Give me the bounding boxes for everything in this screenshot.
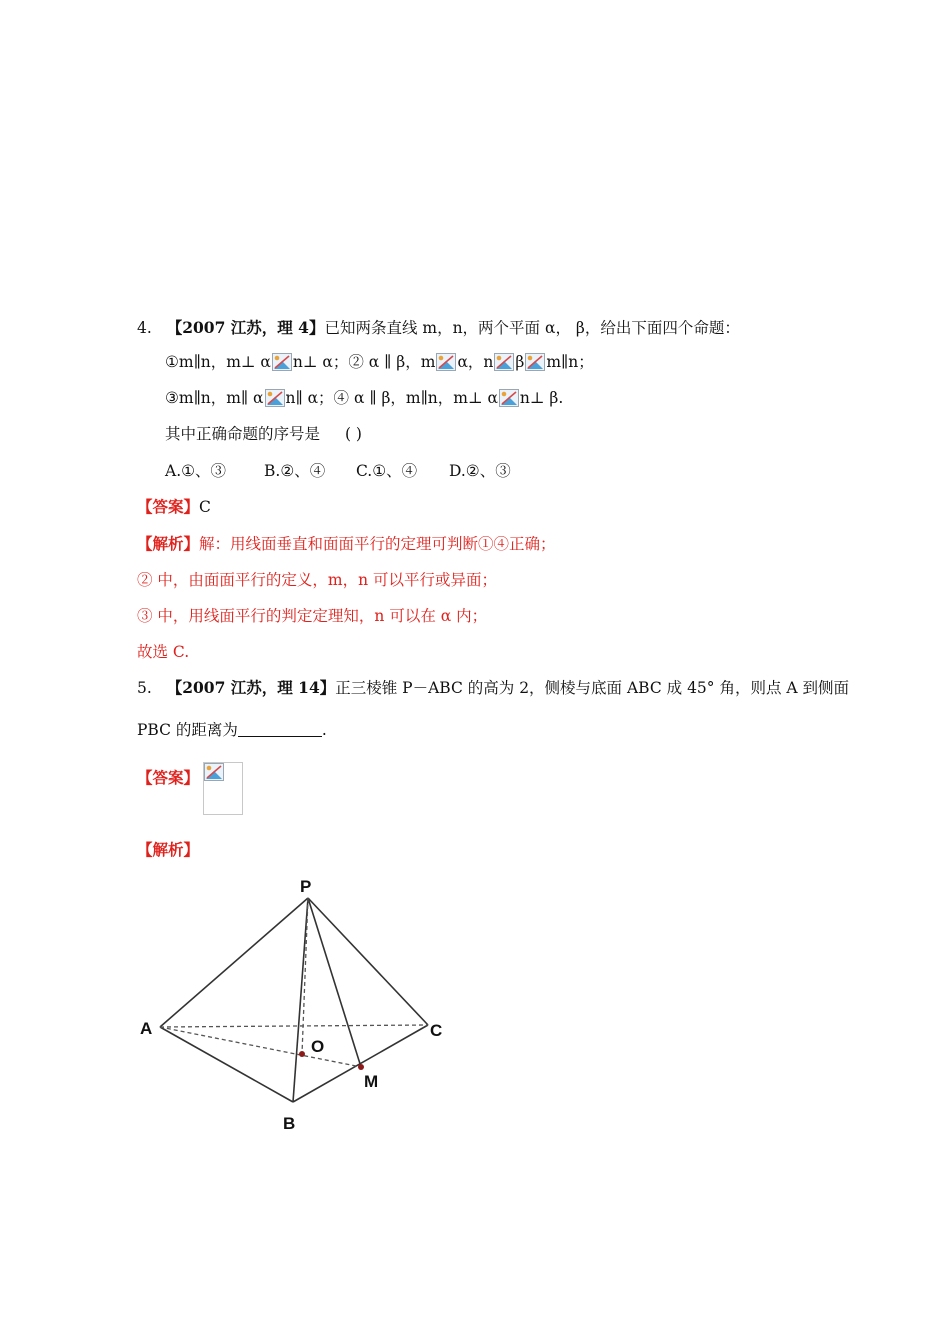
label-C: C bbox=[430, 1021, 443, 1040]
q4-analysis-line-2: ② 中，由面面平行的定义，m，n 可以平行或异面； bbox=[137, 571, 498, 589]
q5-source: 【2007 江苏，理 14】 bbox=[166, 678, 336, 697]
q5-analysis-label: 【解析】 bbox=[137, 840, 200, 859]
q5-stem-1: 正三棱锥 P－ABC 的高为 2，侧棱与底面 ABC 成 45° 角，则点 A 到侧面 bbox=[335, 679, 850, 697]
broken-image-icon bbox=[494, 353, 514, 371]
q4-source: 【2007 江苏，理 4】 bbox=[166, 318, 325, 337]
q4-answer-line bbox=[137, 497, 211, 517]
broken-image-icon bbox=[436, 353, 456, 371]
q5-stem-2: PBC 的距离为 bbox=[137, 721, 238, 739]
edge-AB bbox=[160, 1027, 293, 1102]
q4-option-b: B.②、④ bbox=[264, 462, 326, 480]
q4-option-c: C.①、④ bbox=[356, 462, 418, 480]
q5-stem-2-end: . bbox=[321, 721, 327, 739]
broken-image-icon bbox=[265, 389, 285, 407]
q4-propositions-3-4 bbox=[165, 388, 563, 408]
q5-stem-line-2 bbox=[137, 720, 327, 740]
q5-answer-blank bbox=[238, 722, 322, 737]
broken-image-icon bbox=[525, 353, 545, 371]
q4-answer-paren: ( ) bbox=[344, 425, 362, 443]
q4-prompt-line bbox=[165, 424, 362, 444]
label-A: A bbox=[140, 1019, 153, 1038]
q4-propositions-1-2 bbox=[165, 352, 594, 372]
edge-PA bbox=[160, 898, 308, 1027]
edge-PC bbox=[308, 898, 428, 1025]
point-M-dot bbox=[358, 1064, 364, 1070]
pyramid-figure bbox=[130, 870, 460, 1140]
q4-prop3-part1: ③m∥n，m∥ α bbox=[165, 389, 264, 407]
q5-answer-line bbox=[137, 768, 199, 788]
broken-image-icon bbox=[272, 353, 292, 371]
q4-answer-value: C bbox=[199, 498, 211, 516]
label-O: O bbox=[311, 1037, 325, 1056]
q4-analysis-text-1: 解：用线面垂直和面面平行的定理可判断①④正确； bbox=[199, 535, 556, 553]
q4-analysis-line-3: ③ 中，用线面平行的判定定理知，n 可以在 α 内； bbox=[137, 607, 488, 625]
q4-prop2-part2: β bbox=[515, 353, 525, 371]
label-P: P bbox=[300, 877, 312, 896]
q5-number: 5. bbox=[137, 679, 152, 697]
q4-option-a: A.①、③ bbox=[165, 462, 227, 480]
q5-heading bbox=[137, 678, 849, 698]
q4-analysis-label: 【解析】 bbox=[137, 534, 200, 553]
q4-prop3-part2: n∥ α；④ α ∥ β，m∥n，m⊥ α bbox=[285, 389, 498, 407]
label-M: M bbox=[364, 1072, 379, 1091]
q4-prop1-part1: ①m∥n，m⊥ α bbox=[165, 353, 271, 371]
q4-stem: 已知两条直线 m，n，两个平面 α， β，给出下面四个命题： bbox=[324, 319, 740, 337]
broken-image-icon bbox=[204, 763, 224, 781]
q5-analysis-line bbox=[137, 840, 199, 860]
q4-heading bbox=[137, 318, 740, 338]
q5-answer-label: 【答案】 bbox=[137, 768, 200, 787]
segment-AM-hidden bbox=[160, 1027, 361, 1067]
q4-answer-label: 【答案】 bbox=[137, 497, 200, 516]
q4-prop2-part3: m∥n； bbox=[546, 353, 594, 371]
q4-analysis-line-4: 故选 C. bbox=[137, 643, 190, 661]
q4-analysis-line-1 bbox=[137, 534, 556, 554]
q5-answer-image-frame bbox=[203, 762, 243, 815]
label-B: B bbox=[283, 1114, 296, 1133]
q4-option-d: D.②、③ bbox=[449, 462, 511, 480]
point-O-dot bbox=[299, 1051, 305, 1057]
broken-image-icon bbox=[499, 389, 519, 407]
q4-prop1-part2: n⊥ α；② α ∥ β，m bbox=[292, 353, 436, 371]
q4-prop4-part2: n⊥ β. bbox=[519, 389, 564, 407]
edge-PB bbox=[293, 898, 308, 1102]
q4-prop2-part1: α，n bbox=[457, 353, 494, 371]
q4-prompt: 其中正确命题的序号是 bbox=[165, 425, 321, 443]
edge-AC-hidden bbox=[160, 1025, 428, 1027]
q4-number: 4. bbox=[137, 319, 152, 337]
q4-options bbox=[165, 461, 511, 481]
